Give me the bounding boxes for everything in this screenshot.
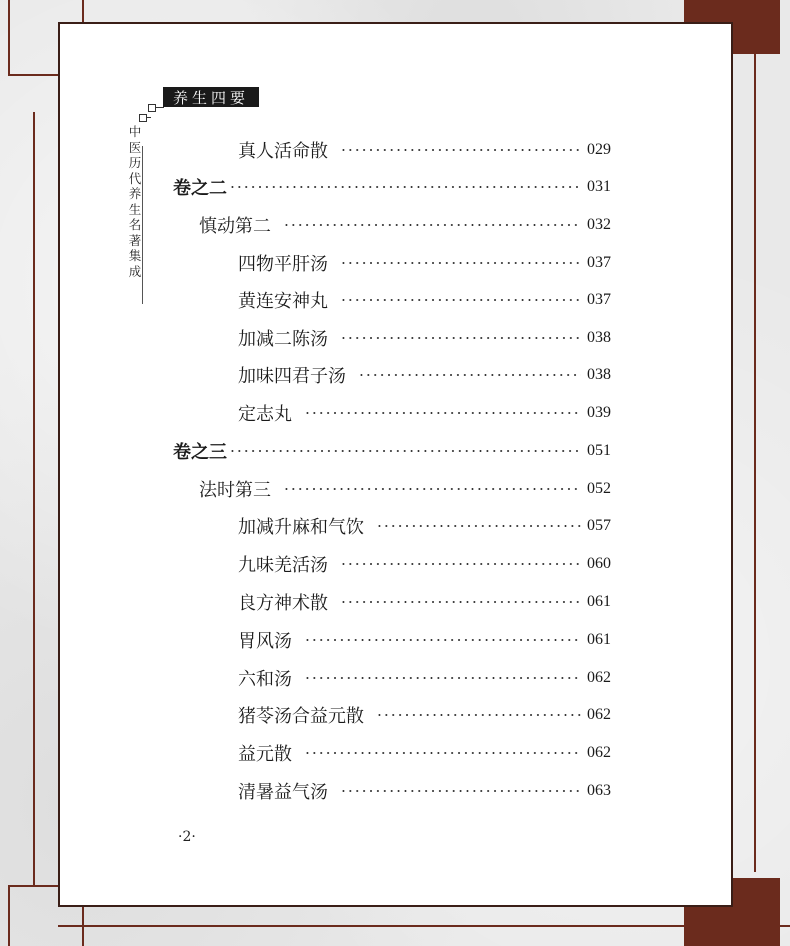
toc-entry[interactable]: [238, 513, 611, 539]
toc-entry[interactable]: [238, 325, 611, 351]
toc-entry-page: 062: [587, 706, 611, 723]
frame-corner-block: [684, 907, 780, 946]
toc-entry-page: 061: [587, 593, 611, 610]
toc-leader-dots: [304, 412, 581, 414]
toc-leader-dots: [376, 714, 581, 716]
toc-entry-title: 猪苓汤合益元散: [238, 706, 364, 727]
toc-entry-page: 029: [587, 141, 611, 158]
toc-entry[interactable]: [238, 702, 611, 728]
toc-entry-title: 真人活命散: [238, 141, 328, 162]
toc-entry[interactable]: [238, 362, 611, 388]
toc-entry[interactable]: [238, 400, 611, 426]
toc-entry[interactable]: [238, 250, 611, 276]
toc-entry-page: 061: [587, 631, 611, 648]
toc-entry-page: 032: [587, 216, 611, 233]
toc-entry[interactable]: [173, 438, 611, 464]
book-page: [58, 22, 733, 907]
toc-entry-title: 良方神术散: [238, 593, 328, 614]
toc-leader-dots: [304, 677, 581, 679]
toc-leader-dots: [358, 374, 581, 376]
toc-entry-title: 慎动第二: [199, 216, 271, 237]
toc-entry-title: 益元散: [238, 744, 292, 765]
frame-line: [733, 52, 780, 54]
toc-entry-page: 062: [587, 669, 611, 686]
toc-entry-title: 九味羌活汤: [238, 555, 328, 576]
toc-leader-dots: [283, 488, 581, 490]
toc-entry-page: 038: [587, 329, 611, 346]
frame-corner-block: [684, 0, 780, 24]
toc-entry-page: 039: [587, 404, 611, 421]
toc-leader-dots: [229, 450, 581, 452]
toc-entry[interactable]: [173, 174, 611, 200]
toc-leader-dots: [340, 262, 581, 264]
toc-leader-dots: [376, 525, 581, 527]
toc-leader-dots: [304, 639, 581, 641]
frame-line: [8, 0, 10, 76]
toc-entry-title: 清暑益气汤: [238, 782, 328, 803]
toc-entry[interactable]: [238, 627, 611, 653]
toc-leader-dots: [304, 752, 581, 754]
toc-leader-dots: [340, 149, 581, 151]
toc-entry-title: 胃风汤: [238, 631, 292, 652]
toc-entry-page: 052: [587, 480, 611, 497]
book-title-tab: 养生四要: [163, 87, 259, 107]
toc-entry[interactable]: [238, 665, 611, 691]
toc-entry-title: 四物平肝汤: [238, 254, 328, 275]
toc-entry[interactable]: [238, 778, 611, 804]
toc-entry-page: 063: [587, 782, 611, 799]
toc-leader-dots: [340, 337, 581, 339]
toc-entry-page: 062: [587, 744, 611, 761]
toc-entry[interactable]: [238, 740, 611, 766]
frame-line: [8, 885, 60, 887]
toc-leader-dots: [283, 224, 581, 226]
toc-entry-title: 卷之二: [173, 178, 227, 199]
toc-entry-page: 037: [587, 254, 611, 271]
toc-leader-dots: [340, 601, 581, 603]
frame-line: [8, 74, 60, 76]
toc-entry[interactable]: [199, 212, 611, 238]
frame-line: [8, 885, 10, 946]
toc-leader-dots: [340, 299, 581, 301]
toc-leader-dots: [340, 790, 581, 792]
frame-corner-block: [733, 878, 780, 907]
toc-entry-page: 038: [587, 366, 611, 383]
toc-entry-title: 加减升麻和气饮: [238, 517, 364, 538]
frame-corner-block: [733, 24, 780, 52]
page-number: ·2·: [178, 829, 196, 845]
toc-leader-dots: [340, 563, 581, 565]
toc-entry[interactable]: [238, 589, 611, 615]
toc-entry-title: 黄连安神丸: [238, 291, 328, 312]
frame-line: [82, 907, 84, 946]
toc-entry-title: 定志丸: [238, 404, 292, 425]
frame-line: [82, 0, 84, 24]
toc-entry[interactable]: [199, 476, 611, 502]
frame-line: [754, 52, 756, 872]
frame-line: [33, 112, 35, 887]
frame-line: [58, 925, 790, 927]
toc-entry-page: 060: [587, 555, 611, 572]
toc-entry-title: 法时第三: [199, 480, 271, 501]
table-of-contents: [60, 24, 731, 905]
toc-entry-title: 加味四君子汤: [238, 366, 346, 387]
toc-leader-dots: [229, 186, 581, 188]
toc-entry[interactable]: [238, 551, 611, 577]
toc-entry-title: 六和汤: [238, 669, 292, 690]
series-title: 中医历代养生名著集成: [128, 124, 142, 279]
toc-entry[interactable]: [238, 287, 611, 313]
toc-entry-title: 加减二陈汤: [238, 329, 328, 350]
toc-entry-title: 卷之三: [173, 442, 227, 463]
toc-entry[interactable]: [238, 137, 611, 163]
toc-entry-page: 051: [587, 442, 611, 459]
toc-entry-page: 031: [587, 178, 611, 195]
toc-entry-page: 037: [587, 291, 611, 308]
toc-entry-page: 057: [587, 517, 611, 534]
